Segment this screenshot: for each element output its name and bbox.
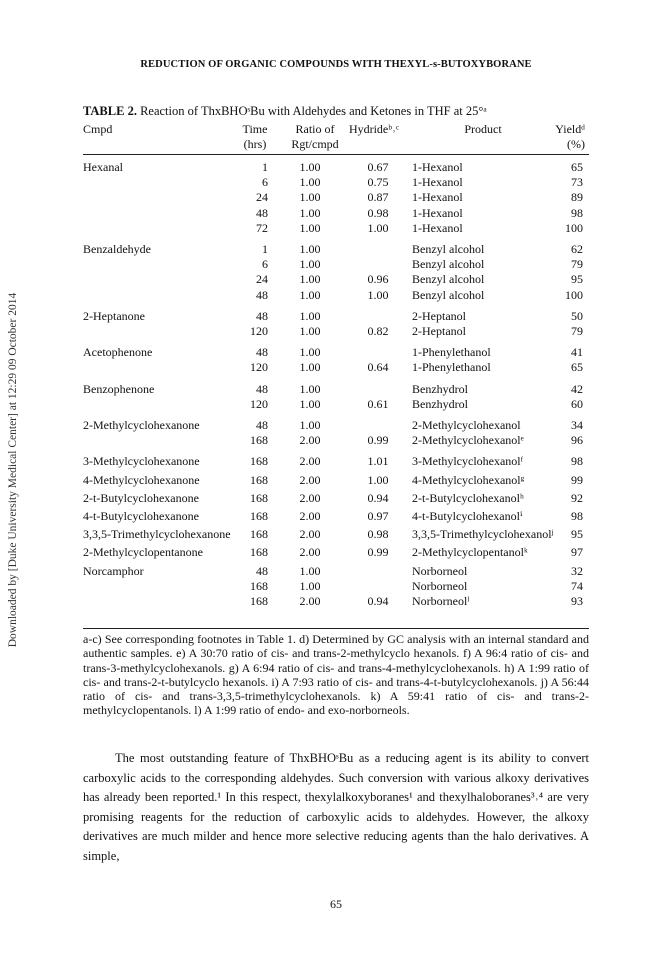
cell-time: 48 (256, 563, 268, 578)
cell-product: Benzyl alcohol (412, 257, 485, 272)
cell-time: 120 (250, 396, 268, 411)
table-row (83, 454, 589, 469)
col-header-hydride: Hydrideᵇ˒ᶜ (348, 122, 400, 136)
cell-ratio: 2.00 (299, 509, 321, 523)
cell-yield: 100 (565, 220, 583, 235)
cell-hydride: 0.97 (367, 509, 389, 523)
cell-product: 1-Hexanol (412, 175, 463, 190)
cell-hydride: 1.00 (367, 287, 389, 302)
cell-yield: 96 (571, 433, 583, 448)
cell-time: 24 (256, 272, 268, 287)
col-header-yield-unit: (%) (567, 137, 585, 151)
cell-yield: 32 (571, 563, 583, 578)
cell-time: 72 (256, 220, 268, 235)
cell-ratio: 2.00 (299, 527, 321, 542)
cell-time: 24 (256, 190, 268, 205)
table-caption (83, 104, 487, 119)
cell-ratio: 1.00 (299, 345, 321, 360)
cell-yield: 99 (571, 472, 583, 487)
cell-hydride: 0.96 (367, 272, 389, 287)
cell-ratio: 1.00 (299, 220, 321, 235)
cell-ratio: 1.00 (299, 360, 321, 375)
cell-cmpd: 3-Methylcyclohexanone (83, 454, 200, 469)
cell-hydride: 0.99 (367, 545, 389, 560)
cell-ratio: 1.00 (299, 418, 321, 432)
cell-hydride: 1.00 (367, 472, 389, 487)
cell-time: 120 (250, 360, 268, 375)
cell-product: Benzhydrol (412, 396, 468, 411)
cell-time: 168 (250, 594, 268, 608)
cell-ratio: 1.00 (299, 578, 321, 593)
col-header-product: Product (464, 122, 502, 136)
cell-ratio: 1.00 (299, 396, 321, 411)
cell-product: 2-Methylcyclohexanol (412, 418, 521, 432)
cell-ratio: 1.00 (299, 175, 321, 190)
cell-yield: 41 (571, 345, 583, 360)
page-number: 65 (330, 897, 342, 911)
table-footnotes (83, 632, 589, 718)
cell-ratio: 1.00 (299, 324, 321, 338)
table-row (83, 418, 589, 433)
col-header-time-unit: (hrs) (243, 137, 267, 151)
table-row (83, 382, 589, 397)
table-row (83, 206, 589, 221)
cell-ratio: 1.00 (299, 160, 321, 174)
cell-product: 1-Phenylethanol (412, 345, 491, 360)
table-row (83, 345, 589, 360)
cell-hydride: 0.94 (367, 594, 389, 608)
table-header-row-2 (83, 137, 589, 152)
cell-yield: 97 (571, 545, 583, 560)
cell-time: 168 (250, 454, 268, 469)
table-row (83, 594, 589, 609)
cell-ratio: 2.00 (299, 472, 321, 487)
cell-yield: 79 (571, 257, 583, 272)
cell-hydride: 1.01 (367, 454, 389, 469)
cell-time: 48 (256, 418, 268, 432)
cell-yield: 100 (565, 287, 583, 302)
cell-ratio: 2.00 (299, 545, 321, 560)
cell-cmpd: Hexanal (83, 160, 123, 174)
col-header-time: Time (242, 122, 268, 136)
cell-yield: 79 (571, 324, 583, 338)
cell-product: 3-Methylcyclohexanolᶠ (412, 454, 524, 469)
cell-time: 6 (262, 175, 268, 190)
cell-product: 2-t-Butylcyclohexanolʰ (412, 490, 524, 505)
cell-product: 1-Hexanol (412, 160, 463, 174)
cell-hydride: 0.75 (367, 175, 389, 190)
cell-hydride: 0.82 (367, 324, 389, 338)
cell-product: Norborneolˡ (412, 594, 470, 608)
cell-time: 168 (250, 545, 268, 560)
cell-product: Norborneol (412, 563, 468, 578)
cell-ratio: 2.00 (299, 433, 321, 448)
cell-yield: 65 (571, 360, 583, 375)
cell-yield: 93 (571, 594, 583, 608)
body-text (83, 749, 589, 867)
cell-time: 48 (256, 205, 268, 220)
cell-product: Benzyl alcohol (412, 287, 485, 302)
table-row (83, 160, 589, 175)
cell-time: 6 (262, 257, 268, 272)
table-label: TABLE 2. (83, 104, 137, 118)
cell-product: 3,3,5-Trimethylcyclohexanolʲ (412, 527, 554, 542)
cell-product: 2-Methylcyclopentanolᵏ (412, 545, 528, 560)
cell-yield: 60 (571, 396, 583, 411)
cell-time: 48 (256, 345, 268, 360)
table-row (83, 433, 589, 448)
cell-hydride: 0.64 (367, 360, 389, 375)
col-header-ratio-sub: Rgt/cmpd (291, 137, 339, 151)
table-row (83, 491, 589, 506)
cell-product: Benzyl alcohol (412, 272, 485, 287)
cell-yield: 89 (571, 190, 583, 205)
cell-cmpd: 4-Methylcyclohexanone (83, 472, 200, 487)
cell-product: 1-Phenylethanol (412, 360, 491, 375)
cell-ratio: 1.00 (299, 205, 321, 220)
table-row (83, 527, 589, 542)
cell-time: 48 (256, 287, 268, 302)
cell-yield: 74 (571, 578, 583, 593)
cell-hydride: 0.61 (367, 396, 389, 411)
cell-yield: 50 (571, 308, 583, 323)
footnote-text: a-c) See corresponding footnotes in Table 1. d) Determined by GC analysis with an internal standard and authentic samples. e) A 30:70 ratio of cis- and trans-2-methylcyclo hexanols. f) A 96:4 ratio of cis- and trans-3-methylcyclohexanols. g) A 6:94 ratio of cis- and trans-4-methylcyclohexanols. h) A 1:99 ratio of cis- and trans-2-t-butylcyclo hexanols. i) A 7:93 ratio of cis- and trans-4-t-butylcyclohexanols. j) A 56:44 ratio of cis- and trans-3,3,5-trimethylcyclohexanols. k) A 59:41 ratio of cis- and trans-2-methylcyclopentanols. l) A 1:99 ratio of endo- and exo-norborneols. (83, 632, 589, 718)
cell-ratio: 1.00 (299, 257, 321, 272)
cell-cmpd: Norcamphor (83, 563, 144, 578)
cell-time: 120 (250, 324, 268, 338)
cell-yield: 42 (571, 381, 583, 396)
cell-time: 1 (262, 242, 268, 256)
cell-product: Benzyl alcohol (412, 242, 485, 256)
table-row (83, 397, 589, 412)
cell-yield: 65 (571, 160, 583, 174)
cell-hydride: 1.00 (367, 220, 389, 235)
cell-yield: 98 (571, 509, 583, 523)
cell-time: 168 (250, 578, 268, 593)
table-row (83, 579, 589, 594)
cell-hydride: 0.98 (367, 205, 389, 220)
col-header-ratio: Ratio of (295, 122, 335, 136)
cell-ratio: 1.00 (299, 272, 321, 287)
cell-time: 168 (250, 509, 268, 523)
cell-hydride: 0.87 (367, 190, 389, 205)
cell-time: 1 (262, 160, 268, 174)
table-row (83, 324, 589, 339)
cell-time: 48 (256, 308, 268, 323)
table-row (83, 309, 589, 324)
cell-cmpd: Acetophenone (83, 345, 153, 360)
cell-product: 2-Methylcyclohexanolᵉ (412, 433, 524, 448)
cell-cmpd: 3,3,5-Trimethylcyclohexanone (83, 527, 231, 542)
cell-ratio: 1.00 (299, 242, 321, 256)
cell-time: 168 (250, 472, 268, 487)
cell-hydride: 0.99 (367, 433, 389, 448)
cell-ratio: 2.00 (299, 490, 321, 505)
table-row (83, 272, 589, 287)
cell-product: Benzhydrol (412, 381, 468, 396)
cell-hydride: 0.67 (367, 160, 389, 174)
cell-product: 1-Hexanol (412, 220, 463, 235)
body-paragraph: The most outstanding feature of ThxBHOˢBu as a reducing agent is its ability to convert carboxylic acids to the corresponding aldehydes. Such conversion with various alkoxy derivatives has already been reported.¹ In this respect, thexylalkoxyboranes¹ and thexylhaloboranes³˒⁴ are very promising reagents for the reduction of carboxylic acids to aldehydes. However, the alkoxy derivatives are much milder and hence more selective reducing agents than the halo derivatives. A simple, (83, 751, 589, 863)
cell-ratio: 1.00 (299, 563, 321, 578)
cell-cmpd: 4-t-Butylcyclohexanone (83, 509, 199, 523)
cell-yield: 95 (571, 527, 583, 542)
cell-cmpd: 2-t-Butylcyclohexanone (83, 490, 199, 505)
cell-yield: 73 (571, 175, 583, 190)
cell-hydride: 0.94 (367, 490, 389, 505)
table-row (83, 545, 589, 560)
running-header: REDUCTION OF ORGANIC COMPOUNDS WITH THEXYL-s-BUTOXYBORANE (140, 59, 532, 70)
cell-ratio: 1.00 (299, 287, 321, 302)
cell-product: 2-Heptanol (412, 308, 466, 323)
cell-product: 2-Heptanol (412, 324, 466, 338)
cell-time: 168 (250, 490, 268, 505)
cell-yield: 34 (571, 418, 583, 432)
table-row (83, 509, 589, 524)
table-caption-text: Reaction of ThxBHOˢBu with Aldehydes and Ketones in THF at 25°ᵃ (140, 104, 487, 118)
cell-product: 4-Methylcyclohexanolᵍ (412, 472, 525, 487)
cell-time: 168 (250, 433, 268, 448)
cell-cmpd: 2-Heptanone (83, 308, 145, 323)
table-header-row-1 (83, 122, 589, 137)
cell-yield: 62 (571, 242, 583, 256)
download-watermark (6, 250, 20, 690)
col-header-yield: Yieldᵈ (555, 122, 585, 136)
table-row (83, 288, 589, 303)
table-row (83, 175, 589, 190)
cell-yield: 95 (571, 272, 583, 287)
cell-yield: 92 (571, 490, 583, 505)
cell-ratio: 2.00 (299, 454, 321, 469)
cell-ratio: 1.00 (299, 190, 321, 205)
table-row (83, 257, 589, 272)
download-watermark-text: Downloaded by [Duke University Medical Center] at 12:29 09 October 2014 (7, 292, 19, 648)
cell-ratio: 1.00 (299, 308, 321, 323)
table-row (83, 221, 589, 236)
cell-yield: 98 (571, 205, 583, 220)
cell-ratio: 1.00 (299, 381, 321, 396)
cell-cmpd: Benzaldehyde (83, 242, 151, 256)
cell-product: 1-Hexanol (412, 190, 463, 205)
table-row (83, 360, 589, 375)
cell-product: 4-t-Butylcyclohexanolⁱ (412, 509, 523, 523)
table-row (83, 473, 589, 488)
cell-hydride: 0.98 (367, 527, 389, 542)
cell-cmpd: Benzophenone (83, 381, 155, 396)
table-row (83, 564, 589, 579)
table-row (83, 190, 589, 205)
cell-time: 168 (250, 527, 268, 542)
cell-cmpd: 2-Methylcyclopentanone (83, 545, 203, 560)
table-row (83, 242, 589, 257)
cell-product: Norborneol (412, 578, 468, 593)
table-header-rule (83, 154, 589, 155)
cell-product: 1-Hexanol (412, 205, 463, 220)
cell-yield: 98 (571, 454, 583, 469)
cell-cmpd: 2-Methylcyclohexanone (83, 418, 200, 432)
table-bottom-rule (83, 628, 589, 629)
cell-time: 48 (256, 381, 268, 396)
col-header-cmpd: Cmpd (83, 122, 113, 136)
cell-ratio: 2.00 (299, 594, 321, 608)
